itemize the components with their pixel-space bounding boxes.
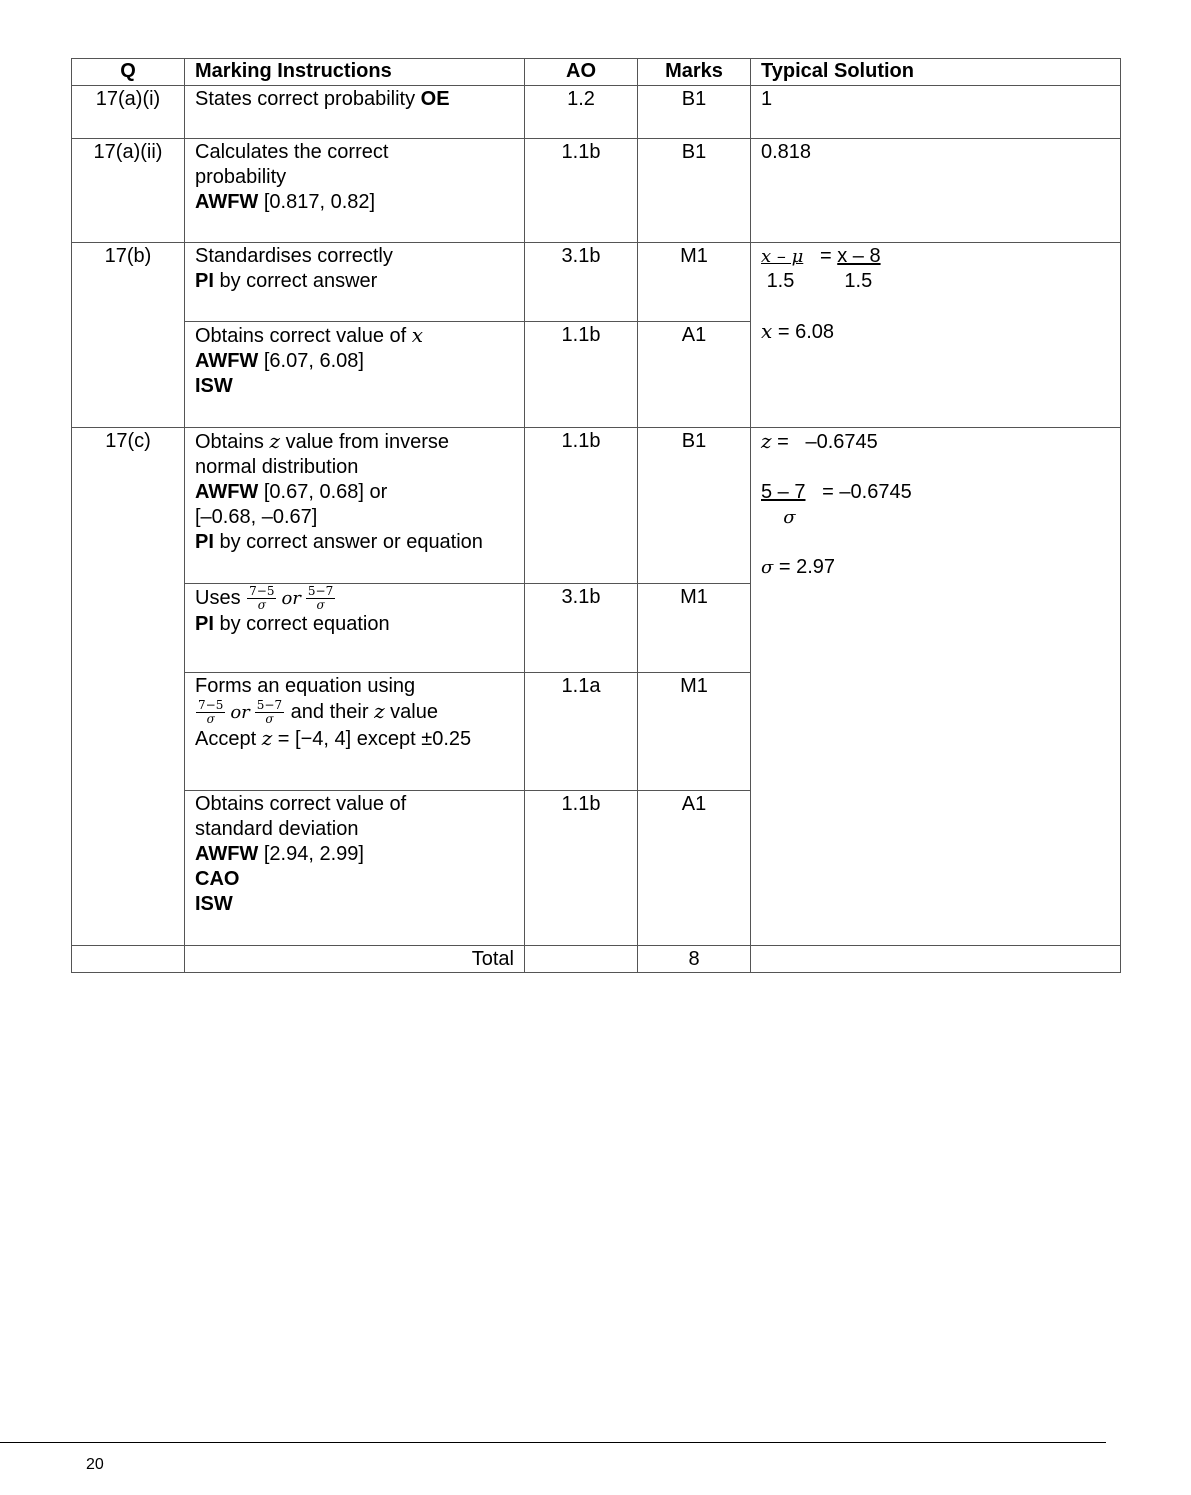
instruction-code: ISW	[195, 893, 233, 915]
instruction-line	[195, 699, 514, 726]
typical-solution	[751, 428, 1121, 946]
instruction-line: probability	[195, 166, 287, 188]
marking-instruction	[185, 322, 525, 428]
standardise-denominators	[761, 269, 1110, 294]
instruction-range-line	[195, 190, 514, 215]
instruction-line	[195, 429, 514, 455]
instruction-line	[195, 530, 514, 555]
instruction-code: AWFW	[195, 350, 259, 372]
total-q-cell	[72, 946, 185, 973]
header-instructions: Marking Instructions	[185, 59, 525, 86]
marking-instruction	[185, 791, 525, 946]
marks-value: M1	[638, 243, 751, 322]
marks-value: M1	[638, 584, 751, 673]
instruction-line	[195, 585, 514, 612]
z-variable: z	[761, 429, 772, 453]
z-value: = –0.6745	[771, 431, 878, 453]
instruction-line	[195, 612, 514, 637]
total-ao-cell	[525, 946, 638, 973]
instruction-text: Obtains correct value of	[195, 325, 412, 347]
instruction-range-line	[195, 480, 514, 505]
ao-value: 1.1b	[525, 791, 638, 946]
instruction-text: and their	[285, 701, 375, 723]
instruction-line: normal distribution	[195, 456, 359, 478]
header-solution: Typical Solution	[751, 59, 1121, 86]
instruction-range: [0.67, 0.68] or	[258, 481, 388, 503]
instruction-code: AWFW	[195, 481, 259, 503]
standardise-equation	[761, 244, 1110, 269]
instruction-range: [2.94, 2.99]	[258, 843, 364, 865]
total-solution-cell	[751, 946, 1121, 973]
instruction-code: AWFW	[195, 843, 259, 865]
instruction-range: [0.817, 0.82]	[258, 191, 376, 213]
instruction-code: PI	[195, 270, 214, 292]
fraction-5-7-over-sigma: $\frac{5-7}{\sigma}$	[256, 698, 283, 727]
instruction-variable: z	[374, 699, 385, 723]
fraction-7-5-over-sigma: $\frac{7-5}{\sigma}$	[198, 698, 224, 727]
instruction-variable: z	[269, 429, 281, 453]
typical-solution	[751, 243, 1121, 428]
instruction-text: Accept	[195, 728, 262, 751]
instruction-range: [–0.68, –0.67]	[195, 506, 318, 528]
instruction-range-line	[195, 842, 514, 867]
table-row-17c-1	[72, 428, 1121, 584]
instruction-range: [6.07, 6.08]	[258, 350, 364, 372]
marks-value: B1	[638, 139, 751, 243]
marking-instruction	[185, 584, 525, 673]
instruction-variable: x	[411, 323, 424, 347]
question-label: 17(a)(i)	[72, 86, 185, 139]
x-answer	[761, 319, 1110, 345]
instruction-code: ISW	[195, 375, 233, 397]
total-row	[72, 946, 1121, 973]
ao-value: 3.1b	[525, 584, 638, 673]
ao-value: 3.1b	[525, 243, 638, 322]
instruction-range-line	[195, 349, 514, 374]
marks-value: B1	[638, 428, 751, 584]
x-variable: x	[761, 319, 773, 343]
table-row-17ai	[72, 86, 1121, 139]
ao-value: 1.1b	[525, 322, 638, 428]
question-label: 17(c)	[72, 428, 185, 946]
marks-value: B1	[638, 86, 751, 139]
sigma-answer	[761, 555, 1110, 580]
instruction-code: AWFW	[195, 191, 259, 213]
footer-divider	[0, 1442, 1106, 1443]
fraction-5-7-over-sigma: $\frac{5-7}{\sigma}$	[307, 584, 334, 612]
typical-solution: 0.818	[751, 139, 1121, 243]
table-row-17aii	[72, 139, 1121, 243]
sigma-equation-denominator: σ	[783, 507, 796, 528]
instruction-text: States correct probability	[195, 88, 421, 110]
instruction-line: Obtains correct value of	[195, 793, 407, 815]
equation-rhs-numerator: x – 8	[837, 245, 881, 267]
z-value-line	[761, 429, 1110, 455]
x-answer-value: = 6.08	[772, 321, 834, 343]
instruction-line	[195, 323, 514, 349]
instruction-code: CAO	[195, 868, 240, 890]
total-marks: 8	[638, 946, 751, 973]
marking-instruction	[185, 86, 525, 139]
marks-value: A1	[638, 322, 751, 428]
instruction-text: Uses	[195, 586, 247, 609]
instruction-text: by correct equation	[213, 613, 390, 635]
header-marks: Marks	[638, 59, 751, 86]
sigma-equation-numerator: 5 – 7	[761, 481, 806, 503]
ao-value: 1.1a	[525, 673, 638, 791]
page-number: 20	[86, 1456, 104, 1473]
header-row	[72, 59, 1121, 86]
ao-value: 1.1b	[525, 139, 638, 243]
equation-lhs-numerator: x – μ	[761, 246, 804, 267]
equation-rhs-denominator: 1.5	[844, 270, 873, 292]
equation-equals: =	[819, 245, 832, 267]
sigma-equation	[761, 480, 1110, 505]
instruction-text: = [−4, 4] except ±0.25	[272, 728, 472, 751]
ao-value: 1.2	[525, 86, 638, 139]
fraction-7-5-over-sigma: $\frac{7-5}{\sigma}$	[249, 584, 275, 612]
header-q: Q	[72, 59, 185, 86]
marking-instruction	[185, 139, 525, 243]
or-word: or	[230, 702, 250, 723]
instruction-text: value	[384, 701, 438, 723]
total-label: Total	[185, 946, 525, 973]
marks-value: M1	[638, 673, 751, 791]
typical-solution: 1	[751, 86, 1121, 139]
equation-lhs-denominator: 1.5	[766, 270, 795, 292]
instruction-code: OE	[420, 88, 450, 110]
mark-scheme-table	[71, 58, 1121, 973]
sigma-variable: σ	[761, 557, 774, 578]
table-row-17b-1	[72, 243, 1121, 322]
instruction-text: Obtains	[195, 431, 270, 453]
header-ao: AO	[525, 59, 638, 86]
instruction-text: value from inverse	[280, 431, 449, 453]
instruction-line	[195, 269, 514, 294]
marks-value: A1	[638, 791, 751, 946]
sigma-equation-rhs: = –0.6745	[805, 481, 912, 503]
ao-value: 1.1b	[525, 428, 638, 584]
instruction-line: Standardises correctly	[195, 245, 393, 267]
instruction-line: Forms an equation using	[195, 675, 416, 697]
instruction-line	[195, 726, 514, 752]
marking-instruction	[185, 428, 525, 584]
instruction-code: PI	[195, 531, 214, 553]
instruction-line: standard deviation	[195, 818, 359, 840]
instruction-code: PI	[195, 613, 214, 635]
or-word: or	[281, 587, 301, 609]
sigma-answer-value: = 2.97	[773, 556, 836, 578]
instruction-line: Calculates the correct	[195, 141, 389, 163]
question-label: 17(a)(ii)	[72, 139, 185, 243]
marking-instruction	[185, 673, 525, 791]
marking-instruction	[185, 243, 525, 322]
instruction-text: by correct answer or equation	[213, 531, 483, 553]
instruction-text: by correct answer	[213, 270, 378, 292]
instruction-variable: z	[261, 726, 273, 751]
sigma-equation-denominator-line	[761, 505, 1110, 530]
question-label: 17(b)	[72, 243, 185, 428]
